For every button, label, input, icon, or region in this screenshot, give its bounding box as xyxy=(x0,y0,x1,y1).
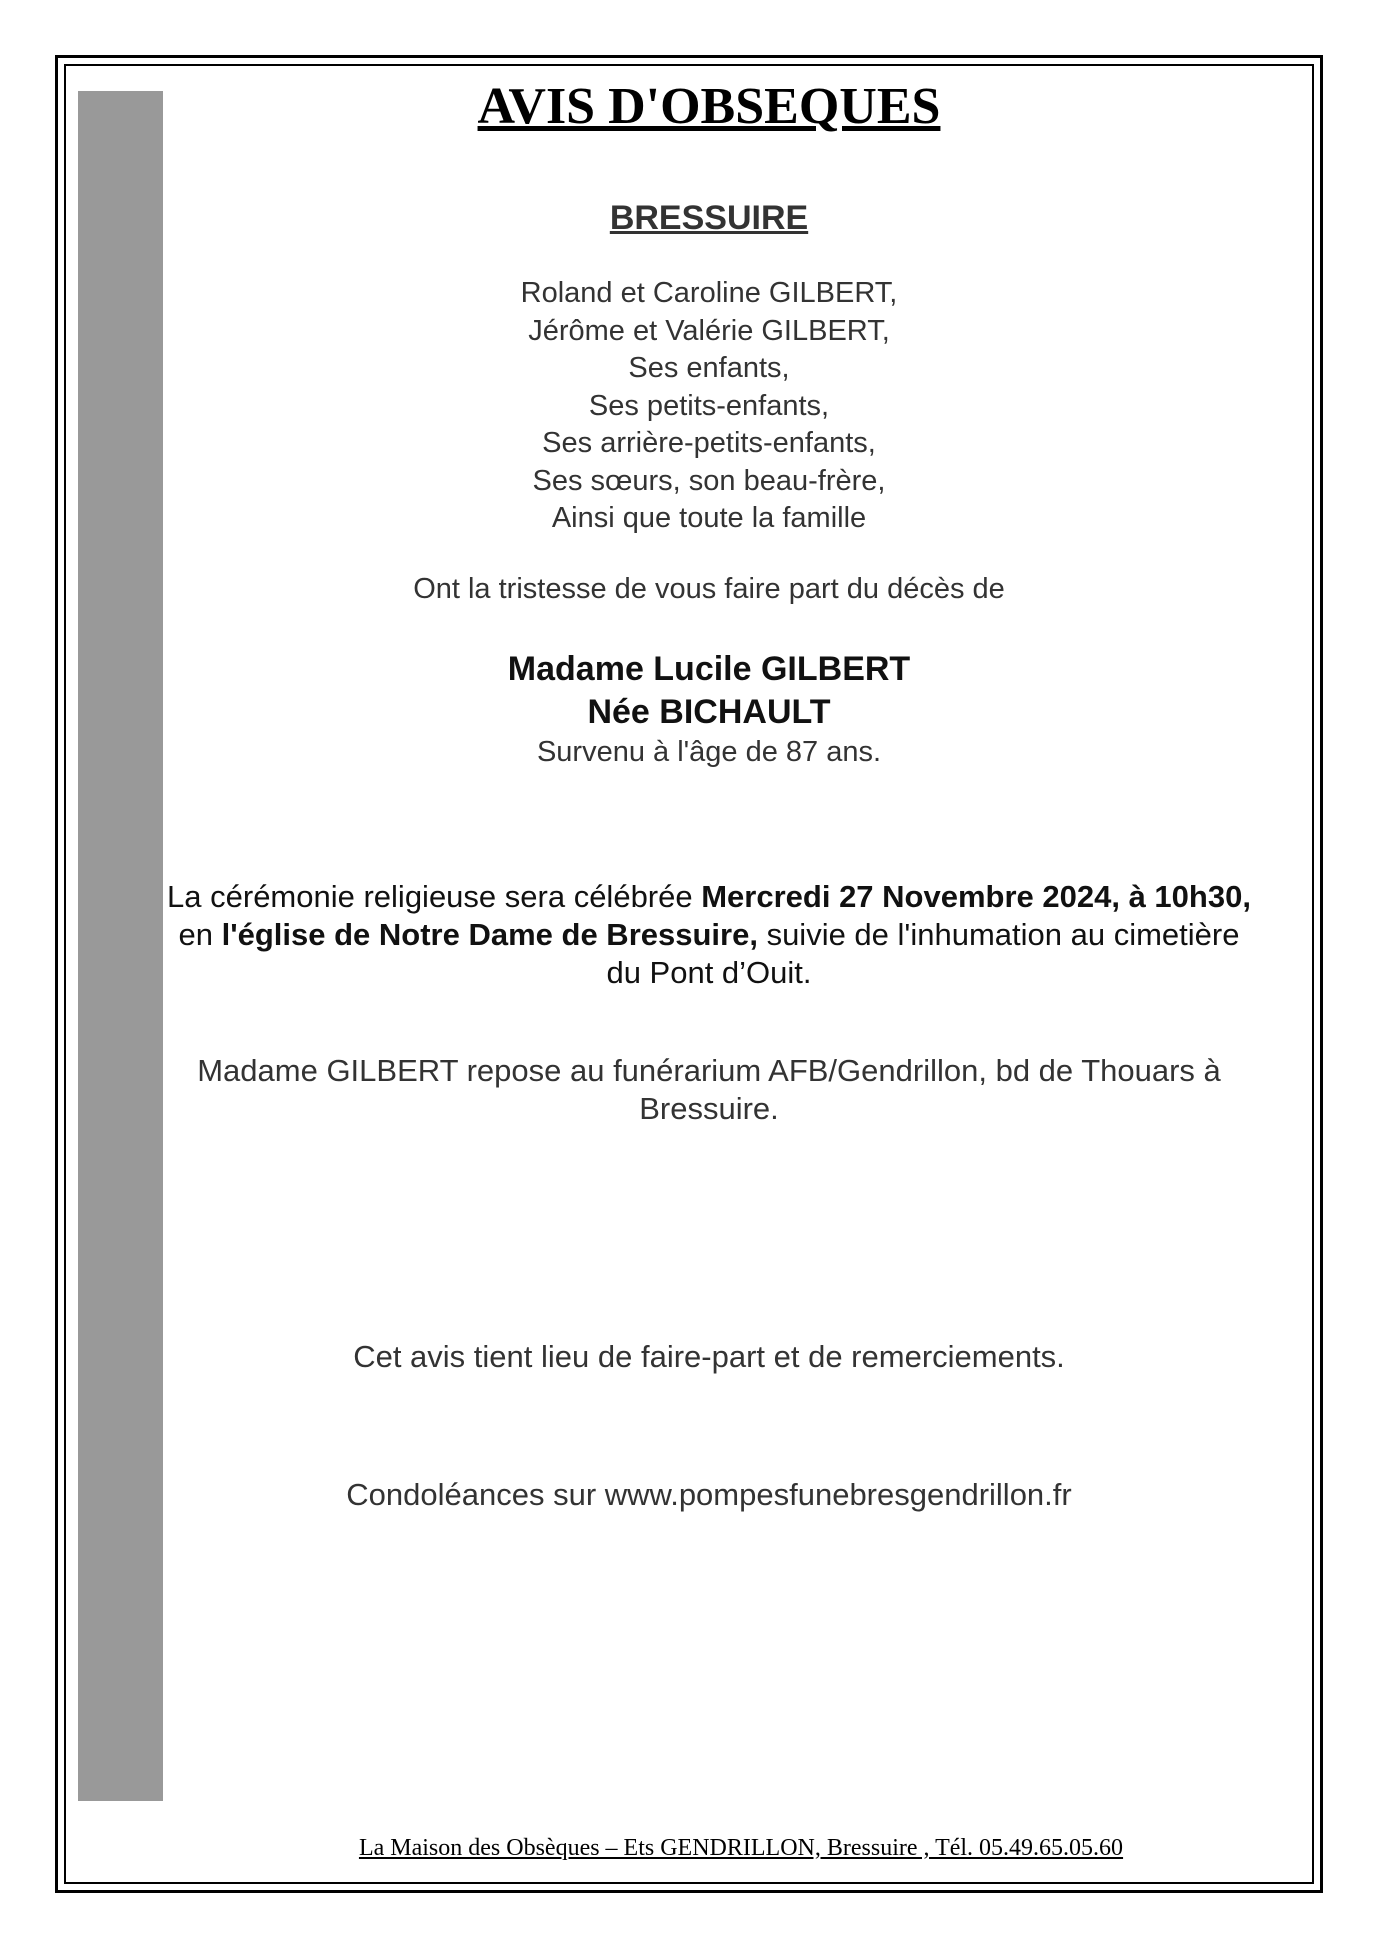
family-line: Ses sœurs, son beau-frère, xyxy=(532,464,886,497)
deceased-name: Madame Lucile GILBERT xyxy=(507,650,911,689)
announcement-intro: Ont la tristesse de vous faire part du décès de xyxy=(413,572,1005,605)
notice-content xyxy=(163,64,1255,1513)
family-line: Ses enfants, xyxy=(628,352,790,385)
avis-line: Cet avis tient lieu de faire-part et de remerciements. xyxy=(353,1339,1065,1375)
family-line: Ses petits-enfants, xyxy=(588,389,830,422)
family-line: Ses arrière-petits-enfants, xyxy=(542,427,876,460)
family-list xyxy=(163,275,1255,538)
ceremony-text: en xyxy=(178,917,222,953)
city-heading: BRESSUIRE xyxy=(609,199,809,238)
ceremony-paragraph xyxy=(163,878,1255,992)
notice-title: AVIS D'OBSEQUES xyxy=(477,78,941,135)
family-line: Jérôme et Valérie GILBERT, xyxy=(528,314,890,347)
ceremony-text: suivie de l'inhumation au cimetière du Pont d’Ouit. xyxy=(606,917,1240,991)
age-line: Survenu à l'âge de 87 ans. xyxy=(536,736,882,769)
side-gray-bar xyxy=(78,91,163,1801)
condolences-line: Condoléances sur www.pompesfunebresgendrillon.fr xyxy=(346,1476,1072,1512)
footer-funeral-home: La Maison des Obsèques – Ets GENDRILLON, Bressuire , Tél. 05.49.65.05.60 xyxy=(358,1835,1124,1861)
ceremony-date: Mercredi 27 Novembre 2024, à 10h30, xyxy=(701,879,1251,915)
family-line: Roland et Caroline GILBERT, xyxy=(520,277,898,310)
maiden-name: Née BICHAULT xyxy=(587,693,831,732)
deceased-block xyxy=(163,648,1255,770)
ceremony-text: La cérémonie religieuse sera célébrée xyxy=(167,879,702,915)
ceremony-place: l'église de Notre Dame de Bressuire, xyxy=(221,917,758,953)
repose-paragraph: Madame GILBERT repose au funérarium AFB/Gendrillon, bd de Thouars à Bressuire. xyxy=(197,1053,1221,1127)
family-line: Ainsi que toute la famille xyxy=(551,502,867,535)
